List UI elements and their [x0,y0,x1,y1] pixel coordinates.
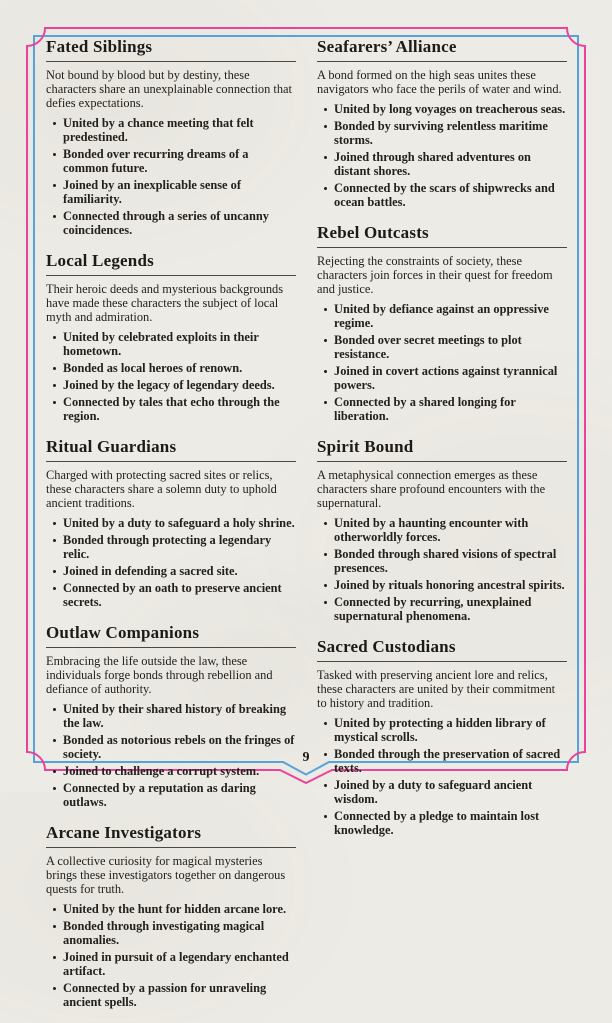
section-intro: Charged with protecting sacred sites or relics, these characters share a solemn duty to uphold ancient traditions. [46,468,277,510]
bullet-item [317,716,567,744]
bullet-text: Joined through shared adventures on distant shores. [334,150,531,178]
bullet-item [317,364,567,392]
bullet-dot-icon [53,367,56,370]
bullet-dot-icon [324,522,327,525]
section [317,37,567,209]
bullet-text: Joined by an inexplicable sense of familiarity. [63,178,241,206]
section-intro: A collective curiosity for magical mysteries brings these investigators together on dangerous quests for truth. [46,854,286,896]
section-title: Outlaw Companions [46,623,296,648]
bullet-text: Joined to challenge a corrupt system. [63,764,260,778]
bullet-dot-icon [324,584,327,587]
bullet-dot-icon [53,770,56,773]
bullet-text: Joined by a duty to safeguard ancient wisdom. [334,778,533,806]
bullet-item [46,702,296,730]
bullet-text: Bonded as local heroes of renown. [63,361,243,375]
bullet-item [317,102,567,116]
bullet-item [46,516,296,530]
bullet-dot-icon [53,384,56,387]
bullet-text: Bonded by surviving relentless maritime storms. [334,119,548,147]
bullet-item [46,781,296,809]
section-intro: A metaphysical connection emerges as these characters share profound encounters with the supernatural. [317,468,546,510]
bullet-dot-icon [53,215,56,218]
bullet-text: Bonded as notorious rebels on the fringes of society. [63,733,295,761]
bullet-text: Joined by the legacy of legendary deeds. [63,378,275,392]
bullet-text: Connected through a series of uncanny coincidences. [63,209,269,237]
page-number: 9 [302,750,310,765]
bullet-text: United by a haunting encounter with otherworldly forces. [334,516,529,544]
bullet-text: Connected by the scars of shipwrecks and ocean battles. [334,181,555,209]
bullet-dot-icon [53,987,56,990]
page-content [46,37,568,1023]
bullet-item [317,150,567,178]
bullet-dot-icon [53,184,56,187]
bullet-dot-icon [324,401,327,404]
bullet-text: Joined in pursuit of a legendary enchanted artifact. [63,950,289,978]
bullet-text: United by their shared history of breaking the law. [63,702,287,730]
bullet-dot-icon [324,125,327,128]
bullet-text: Joined in covert actions against tyrannical powers. [334,364,558,392]
bullet-item [317,778,567,806]
bullet-item [46,378,296,392]
bullet-item [46,981,296,1009]
bullet-dot-icon [53,336,56,339]
bullet-item [46,209,296,237]
bullet-text: Joined in defending a sacred site. [63,564,238,578]
bullet-dot-icon [53,587,56,590]
bullet-item [46,902,296,916]
bullet-dot-icon [324,156,327,159]
bullet-text: Joined by rituals honoring ancestral spirits. [334,578,565,592]
bullet-text: United by long voyages on treacherous seas. [334,102,566,116]
bullet-dot-icon [324,784,327,787]
bullet-text: Connected by a reputation as daring outlaws. [63,781,256,809]
section-intro: A bond formed on the high seas unites these navigators who face the perils of water and wind. [317,68,562,96]
section-title: Fated Siblings [46,37,296,62]
bullet-item [317,595,567,623]
bullet-dot-icon [324,722,327,725]
bullet-item [46,564,296,578]
bullet-item [46,919,296,947]
bullet-text: United by the hunt for hidden arcane lore. [63,902,287,916]
bullet-text: Bonded through protecting a legendary relic. [63,533,272,561]
section-title: Ritual Guardians [46,437,296,462]
section-title: Sacred Custodians [317,637,567,662]
bullet-item [46,178,296,206]
bullet-dot-icon [324,553,327,556]
section [317,637,567,837]
bullet-text: United by protecting a hidden library of mystical scrolls. [334,716,546,744]
bullet-text: Bonded over secret meetings to plot resistance. [334,333,522,361]
bullet-text: United by a duty to safeguard a holy shrine. [63,516,295,530]
bullet-dot-icon [324,601,327,604]
section [46,623,296,809]
bullet-dot-icon [324,308,327,311]
section-bullets [46,516,296,609]
bullet-item [46,764,296,778]
bullet-dot-icon [53,708,56,711]
section-bullets [317,102,567,209]
bullet-dot-icon [324,815,327,818]
section-intro: Embracing the life outside the law, these individuals forge bonds through rebellion and defiance of authority. [46,654,273,696]
bullet-dot-icon [53,925,56,928]
bullet-text: Connected by a passion for unraveling ancient spells. [63,981,267,1009]
section [46,37,296,237]
section-bullets [46,902,296,1009]
section-bullets [46,116,296,237]
section [317,437,567,623]
bullet-item [46,361,296,375]
bullet-text: Bonded through shared visions of spectral presences. [334,547,557,575]
bullet-dot-icon [53,522,56,525]
bullet-text: United by a chance meeting that felt predestined. [63,116,254,144]
bullet-dot-icon [324,339,327,342]
bullet-item [317,181,567,209]
bullet-item [317,302,567,330]
bullet-item [46,330,296,358]
bullet-text: Connected by recurring, unexplained supernatural phenomena. [334,595,532,623]
section-title: Seafarers’ Alliance [317,37,567,62]
bullet-dot-icon [53,570,56,573]
section [46,437,296,609]
bullet-item [46,950,296,978]
right-column [317,37,567,1023]
bullet-item [317,547,567,575]
section-intro: Tasked with preserving ancient lore and relics, these characters are united by their commitment to history and tradition. [317,668,556,710]
bullet-item [317,809,567,837]
bullet-text: Bonded through investigating magical anomalies. [63,919,265,947]
bullet-dot-icon [53,956,56,959]
bullet-item [317,119,567,147]
section-bullets [317,516,567,623]
bullet-text: United by defiance against an oppressive regime. [334,302,549,330]
bullet-item [46,116,296,144]
bullet-item [46,395,296,423]
bullet-dot-icon [324,108,327,111]
bullet-text: Connected by a pledge to maintain lost knowledge. [334,809,540,837]
section [46,823,296,1009]
bullet-dot-icon [53,153,56,156]
bullet-dot-icon [324,370,327,373]
section-intro: Their heroic deeds and mysterious backgrounds have made these characters the subject of local myth and admiration. [46,282,284,324]
bullet-text: Connected by tales that echo through the region. [63,395,280,423]
bullet-text: Connected by an oath to preserve ancient secrets. [63,581,282,609]
bullet-item [317,578,567,592]
section-title: Local Legends [46,251,296,276]
section-bullets [317,716,567,837]
bullet-dot-icon [53,122,56,125]
bullet-dot-icon [53,539,56,542]
bullet-item [46,533,296,561]
bullet-dot-icon [53,739,56,742]
bullet-item [46,581,296,609]
bullet-item [317,333,567,361]
section-bullets [46,330,296,423]
bullet-text: Bonded through the preservation of sacred texts. [334,747,561,775]
bullet-item [317,395,567,423]
section-title: Spirit Bound [317,437,567,462]
bullet-dot-icon [324,187,327,190]
section [46,251,296,423]
section-title: Rebel Outcasts [317,223,567,248]
section [317,223,567,423]
bullet-dot-icon [53,908,56,911]
left-column [46,37,296,1023]
section-bullets [317,302,567,423]
bullet-text: Bonded over recurring dreams of a common future. [63,147,249,175]
bullet-dot-icon [53,787,56,790]
section-intro: Not bound by blood but by destiny, these characters share an unexplainable connection that defies expectations. [46,68,292,110]
section-title: Arcane Investigators [46,823,296,848]
bullet-item [46,147,296,175]
bullet-dot-icon [53,401,56,404]
bullet-text: United by celebrated exploits in their hometown. [63,330,259,358]
bullet-text: Connected by a shared longing for liberation. [334,395,516,423]
bullet-item [317,516,567,544]
section-intro: Rejecting the constraints of society, these characters join forces in their quest for freedom and justice. [317,254,553,296]
